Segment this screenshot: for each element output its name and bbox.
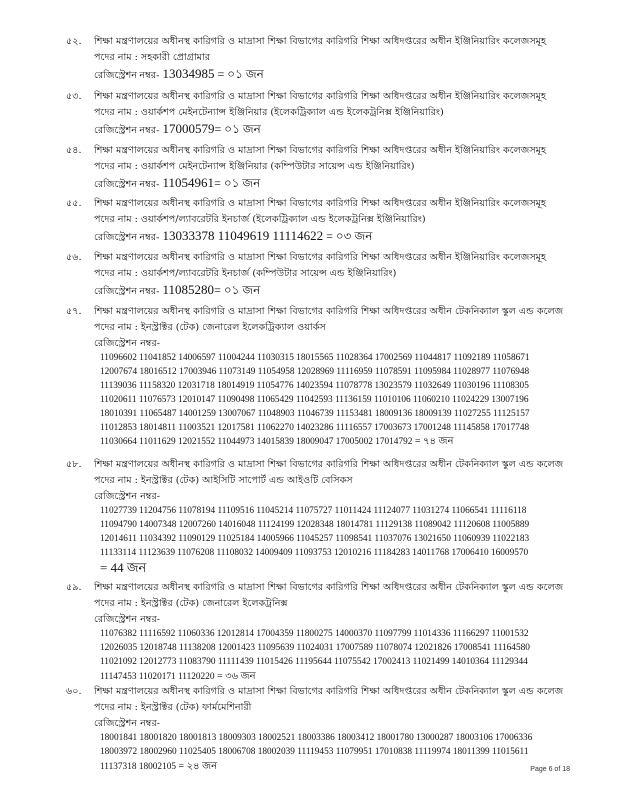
registration-row: 11096602 11041852 14006597 11004244 11030315 18015565 11028364 17002569 11044817 11092189 11058671 (100, 353, 530, 363)
registration-number: 13033378 11049619 11114622 (159, 228, 324, 243)
registration-row: 11027739 11204756 11078194 11109516 11045214 11075727 11011424 11124077 11031274 11066541 11116118 (100, 506, 527, 516)
entry-department: শিক্ষা মন্ত্রণালয়ের অধীনস্থ কারিগরি ও মাদ্রাসা শিক্ষা বিভাগের কারিগরি শিক্ষা অধিদপ্তরের অধীন টেকনিক্যাল স্কুল এন্ড কলেজ (94, 582, 564, 593)
registration-number-list (100, 505, 594, 575)
entry-number: ৫২. (66, 36, 82, 47)
registration-label: রেজিস্ট্রেশন নম্বর- (94, 338, 160, 349)
entry-number: ৫৪. (66, 145, 82, 156)
entry-department: শিক্ষা মন্ত্রণালয়ের অধীনস্থ কারিগরি ও মাদ্রাসা শিক্ষা বিভাগের কারিগরি শিক্ষা অধিদপ্তরের অধীন ইঞ্জিনিয়ারিং কলেজসমূহ (94, 198, 547, 209)
entry-number: ৬০. (66, 686, 82, 697)
registration-row-last (100, 435, 594, 450)
registration-row: 11147453 11020171 11120220 (100, 671, 215, 682)
registration-number: 11085280 (159, 282, 215, 297)
registration-row: 12014611 11034392 11090129 11025184 14005966 11045257 11098541 11037076 13021650 11060939 11022183 (100, 533, 530, 544)
entry-post-name: পদের নাম : ওয়ার্কশপ মেইনটেন্যান্স ইঞ্জিনিয়ার (ইলেকট্রিক্যাল এন্ড ইলেকট্রনিক্স ইঞ্জিনিয়ারিং) (94, 107, 444, 118)
registration-label: রেজিস্ট্রেশন নম্বর- (94, 70, 160, 81)
registration-label: রেজিস্ট্রেশন নম্বর- (94, 179, 160, 190)
registration-row: 11012853 18014811 11003521 12017581 11062270 14023286 11116557 17003673 17001248 11145858 17017748 (100, 422, 530, 433)
registration-count: = ৩৬ জন (214, 670, 256, 682)
registration-count: = ০১ জন (214, 176, 261, 190)
entry-number: ৫৩. (66, 91, 82, 102)
entry-number: ৫৫. (66, 198, 82, 209)
registration-row: 11076382 11116592 11060336 12012814 17004359 11800275 14000370 11097799 11014336 11166297 11001532 (100, 629, 529, 639)
registration-count: = ৭৪ জন (412, 436, 454, 448)
entry-registration (94, 66, 594, 84)
entry-number: ৫৬. (66, 252, 82, 263)
entry-53 (66, 89, 594, 139)
registration-row-last (100, 670, 594, 685)
registration-number-list (100, 352, 594, 450)
entry-number: ৫৮. (66, 459, 82, 470)
registration-count: = ০১ জন (214, 122, 261, 136)
registration-count: = 44 জন (100, 559, 147, 575)
entry-registration (94, 282, 594, 300)
registration-row: 18001841 18001820 18001813 18009303 18002521 18003386 18003412 18001780 13000287 18003106 17006336 (100, 733, 533, 743)
registration-count: = ০১ জন (214, 283, 261, 297)
entry-department: শিক্ষা মন্ত্রণালয়ের অধীনস্থ কারিগরি ও মাদ্রাসা শিক্ষা বিভাগের কারিগরি শিক্ষা অধিদপ্তরের অধীন ইঞ্জিনিয়ারিং কলেজসমূহ (94, 91, 547, 102)
registration-label: রেজিস্ট্রেশন নম্বর- (94, 286, 160, 297)
page-number: Page 6 of 18 (530, 766, 570, 773)
registration-label: রেজিস্ট্রেশন নম্বর- (94, 718, 160, 729)
entry-department: শিক্ষা মন্ত্রণালয়ের অধীনস্থ কারিগরি ও মাদ্রাসা শিক্ষা বিভাগের কারিগরি শিক্ষা অধিদপ্তরের অধীন টেকনিক্যাল স্কুল এন্ড কলেজ (94, 459, 564, 470)
entry-57 (66, 304, 594, 450)
entry-post-name: পদের নাম : ইনস্ট্রাক্টর (টেক) ফার্মমেশিনারী (94, 702, 252, 713)
registration-label: রেজিস্ট্রেশন নম্বর- (94, 232, 160, 243)
entry-department: শিক্ষা মন্ত্রণালয়ের অধীনস্থ কারিগরি ও মাদ্রাসা শিক্ষা বিভাগের কারিগরি শিক্ষা অধিদপ্তরের অধীন ইঞ্জিনিয়ারিং কলেজসমূহ (94, 36, 547, 47)
registration-row: 18003972 18002960 11025405 18006708 18002039 11119453 11079951 17010838 11119974 18011399 11015611 (100, 746, 529, 757)
entry-registration (94, 121, 594, 139)
entry-registration (94, 175, 594, 193)
registration-number-list (100, 732, 594, 775)
entry-56 (66, 250, 594, 300)
entry-52 (66, 34, 594, 84)
registration-row-last (100, 760, 594, 775)
registration-row: 12026035 12018748 11138208 12001423 11095639 11024031 17007589 11078074 12021826 17008541 11164580 (100, 642, 530, 653)
registration-row: 11137318 18002105 (100, 761, 177, 772)
entry-post-name: পদের নাম : ইনস্ট্রাক্টর (টেক) জেনারেল ইলেকট্রনিক্স (94, 598, 288, 609)
registration-row: 11020611 11076573 12010147 11090498 11065429 11042593 11136159 11010106 11060210 11024229 13007196 (100, 394, 529, 405)
entry-number: ৫৯. (66, 582, 82, 593)
registration-label: রেজিস্ট্রেশন নম্বর- (94, 614, 160, 625)
entry-post-name: পদের নাম : সহকারী প্রোগ্রামার (94, 52, 211, 63)
entry-post-name: পদের নাম : ওয়ার্কশপ/ল্যাবরেটরি ইনচার্জ (কম্পিউটার সায়েন্স এন্ড ইঞ্জিনিয়ারিং) (94, 268, 397, 279)
registration-number: 13034985 (159, 66, 215, 81)
entry-department: শিক্ষা মন্ত্রণালয়ের অধীনস্থ কারিগরি ও মাদ্রাসা শিক্ষা বিভাগের কারিগরি শিক্ষা অধিদপ্তরের অধীন টেকনিক্যাল স্কুল এন্ড কলেজ (94, 686, 564, 697)
entry-post-name: পদের নাম : ওয়ার্কশপ/ল্যাবরেটরি ইনচার্জ (ইলেকট্রিক্যাল এন্ড ইলেকট্রনিক্স ইঞ্জিনিয়ারিং) (94, 214, 426, 225)
entry-58 (66, 457, 594, 575)
entry-post-name: পদের নাম : ইনস্ট্রাক্টর (টেক) আইসিটি সাপোর্ট এন্ড আইওটি বেসিকস (94, 475, 353, 486)
entry-number: ৫৭. (66, 306, 82, 317)
entry-55 (66, 196, 594, 246)
registration-row: 11021092 12012773 11083790 11111439 11015426 11195644 11075542 17002413 11021499 14010364 11129344 (100, 656, 528, 667)
registration-count: = ০১ জন (214, 67, 264, 81)
registration-row: 12007674 18016512 17003946 11073149 11054958 12028969 11116959 11078591 11095984 11028977 11076948 (100, 366, 530, 377)
entry-60 (66, 684, 594, 775)
registration-row: 11139036 11158320 12031718 18014919 11054776 14023594 11078778 13023579 11032649 11030196 11108305 (100, 380, 529, 391)
entry-department: শিক্ষা মন্ত্রণালয়ের অধীনস্থ কারিগরি ও মাদ্রাসা শিক্ষা বিভাগের কারিগরি শিক্ষা অধিদপ্তরের অধীন ইঞ্জিনিয়ারিং কলেজসমূহ (94, 145, 547, 156)
entry-department: শিক্ষা মন্ত্রণালয়ের অধীনস্থ কারিগরি ও মাদ্রাসা শিক্ষা বিভাগের কারিগরি শিক্ষা অধিদপ্তরের অধীন ইঞ্জিনিয়ারিং কলেজসমূহ (94, 252, 547, 263)
entry-department: শিক্ষা মন্ত্রণালয়ের অধীনস্থ কারিগরি ও মাদ্রাসা শিক্ষা বিভাগের কারিগরি শিক্ষা অধিদপ্তরের অধীন টেকনিক্যাল স্কুল এন্ড কলেজ (94, 306, 564, 317)
registration-row: 18010391 11065487 14001259 13007067 11048903 11046739 11153481 18009136 18009139 11027255 11125157 (100, 408, 530, 419)
registration-label: রেজিস্ট্রেশন নম্বর- (94, 125, 160, 136)
registration-row: 11094790 14007348 12007260 14016048 11124199 12028348 18014781 11129138 11089042 11120608 11005889 (100, 519, 530, 530)
registration-row: 11030664 11011629 12021552 11044973 14015839 18009047 17005002 17014792 (100, 437, 413, 448)
entry-59 (66, 580, 594, 685)
entry-54 (66, 143, 594, 193)
entry-post-name: পদের নাম : ওয়ার্কশপ মেইনটেন্যান্স ইঞ্জিনিয়ার (কম্পিউটার সায়েন্স এন্ড ইঞ্জিনিয়ারিং) (94, 161, 415, 172)
registration-count: = ০৩ জন (323, 229, 373, 243)
registration-number: 17000579 (159, 121, 215, 136)
registration-number: 11054961 (159, 175, 215, 190)
registration-label: রেজিস্ট্রেশন নম্বর- (94, 491, 160, 502)
registration-row: 11133114 11123639 11076208 11108032 14009409 11093753 12010216 11184283 14011768 17006410 16009570 (100, 547, 529, 558)
registration-count: = ২৪ জন (176, 760, 218, 772)
entry-registration (94, 228, 594, 246)
registration-number-list (100, 628, 594, 685)
entry-post-name: পদের নাম : ইনস্ট্রাক্টর (টেক) জেনারেল ইলেকট্রিক্যাল ওয়ার্কস (94, 322, 326, 333)
